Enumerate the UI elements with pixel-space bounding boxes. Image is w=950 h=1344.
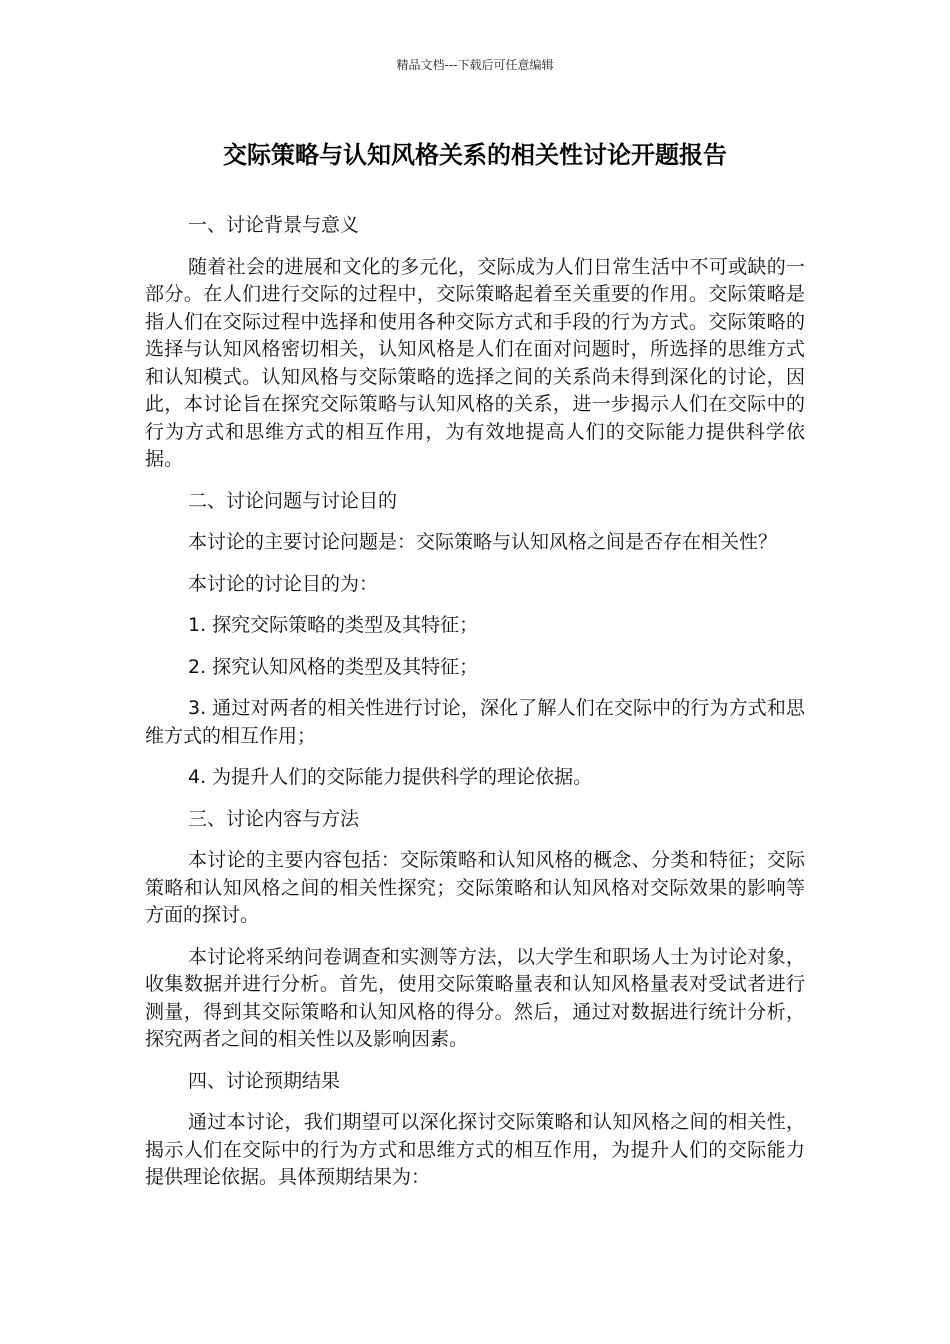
- paragraph-methods: 本讨论将采纳问卷调查和实测等方法，以大学生和职场人士为讨论对象，收集数据并进行分析。首先，使用交际策略量表和认知风格量表对受试者进行测量，得到其交际策略和认知风格的得分。然后，通过对数据进行统计分析，探究两者之间的相关性以及影响因素。: [145, 945, 805, 1050]
- list-item-objective-3: 3. 通过对两者的相关性进行讨论，深化了解人们在交际中的行为方式和思维方式的相互作用；: [145, 697, 805, 747]
- paragraph-content: 本讨论的主要内容包括：交际策略和认知风格的概念、分类和特征；交际策略和认知风格之间的相关性探究；交际策略和认知风格对交际效果的影响等方面的探讨。: [145, 849, 805, 926]
- paragraph-expected-results: 通过本讨论，我们期望可以深化探讨交际策略和认知风格之间的相关性，揭示人们在交际中的行为方式和思维方式的相互作用，为提升人们的交际能力提供理论依据。具体预期结果为：: [145, 1111, 805, 1188]
- section-heading-questions: 二、讨论问题与讨论目的: [188, 489, 398, 512]
- section-heading-background: 一、讨论背景与意义: [188, 214, 360, 236]
- section-heading-content-methods: 三、讨论内容与方法: [188, 807, 360, 830]
- document-title: 交际策略与认知风格关系的相关性讨论开题报告: [223, 141, 727, 169]
- list-item-objective-1: 1. 探究交际策略的类型及其特征；: [188, 614, 479, 636]
- document-body: [145, 212, 805, 1206]
- list-item-objective-4: 4. 为提升人们的交际能力提供科学的理论依据。: [188, 766, 593, 788]
- paragraph-main-question: 本讨论的主要讨论问题是：交际策略与认知风格之间是否存在相关性？: [188, 531, 778, 553]
- page-header: 精品文档---下载后可任意编辑: [396, 58, 554, 72]
- list-item-objective-2: 2. 探究认知风格的类型及其特征；: [188, 655, 479, 678]
- paragraph-background: 随着社会的进展和文化的多元化，交际成为人们日常生活中不可或缺的一部分。在人们进行交际的过程中，交际策略起着至关重要的作用。交际策略是指人们在交际过程中选择和使用各种交际方式和手段的行为方式。交际策略的选择与认知风格密切相关，认知风格是人们在面对问题时，所选择的思维方式和认知模式。认知风格与交际策略的选择之间的关系尚未得到深化的讨论，因此，本讨论旨在探究交际策略与认知风格的关系，进一步揭示人们在交际中的行为方式和思维方式的相互作用，为有效地提高人们的交际能力提供科学依据。: [145, 255, 805, 470]
- section-heading-expected-results: 四、讨论预期结果: [188, 1069, 341, 1092]
- paragraph-objectives-intro: 本讨论的讨论目的为：: [188, 572, 379, 595]
